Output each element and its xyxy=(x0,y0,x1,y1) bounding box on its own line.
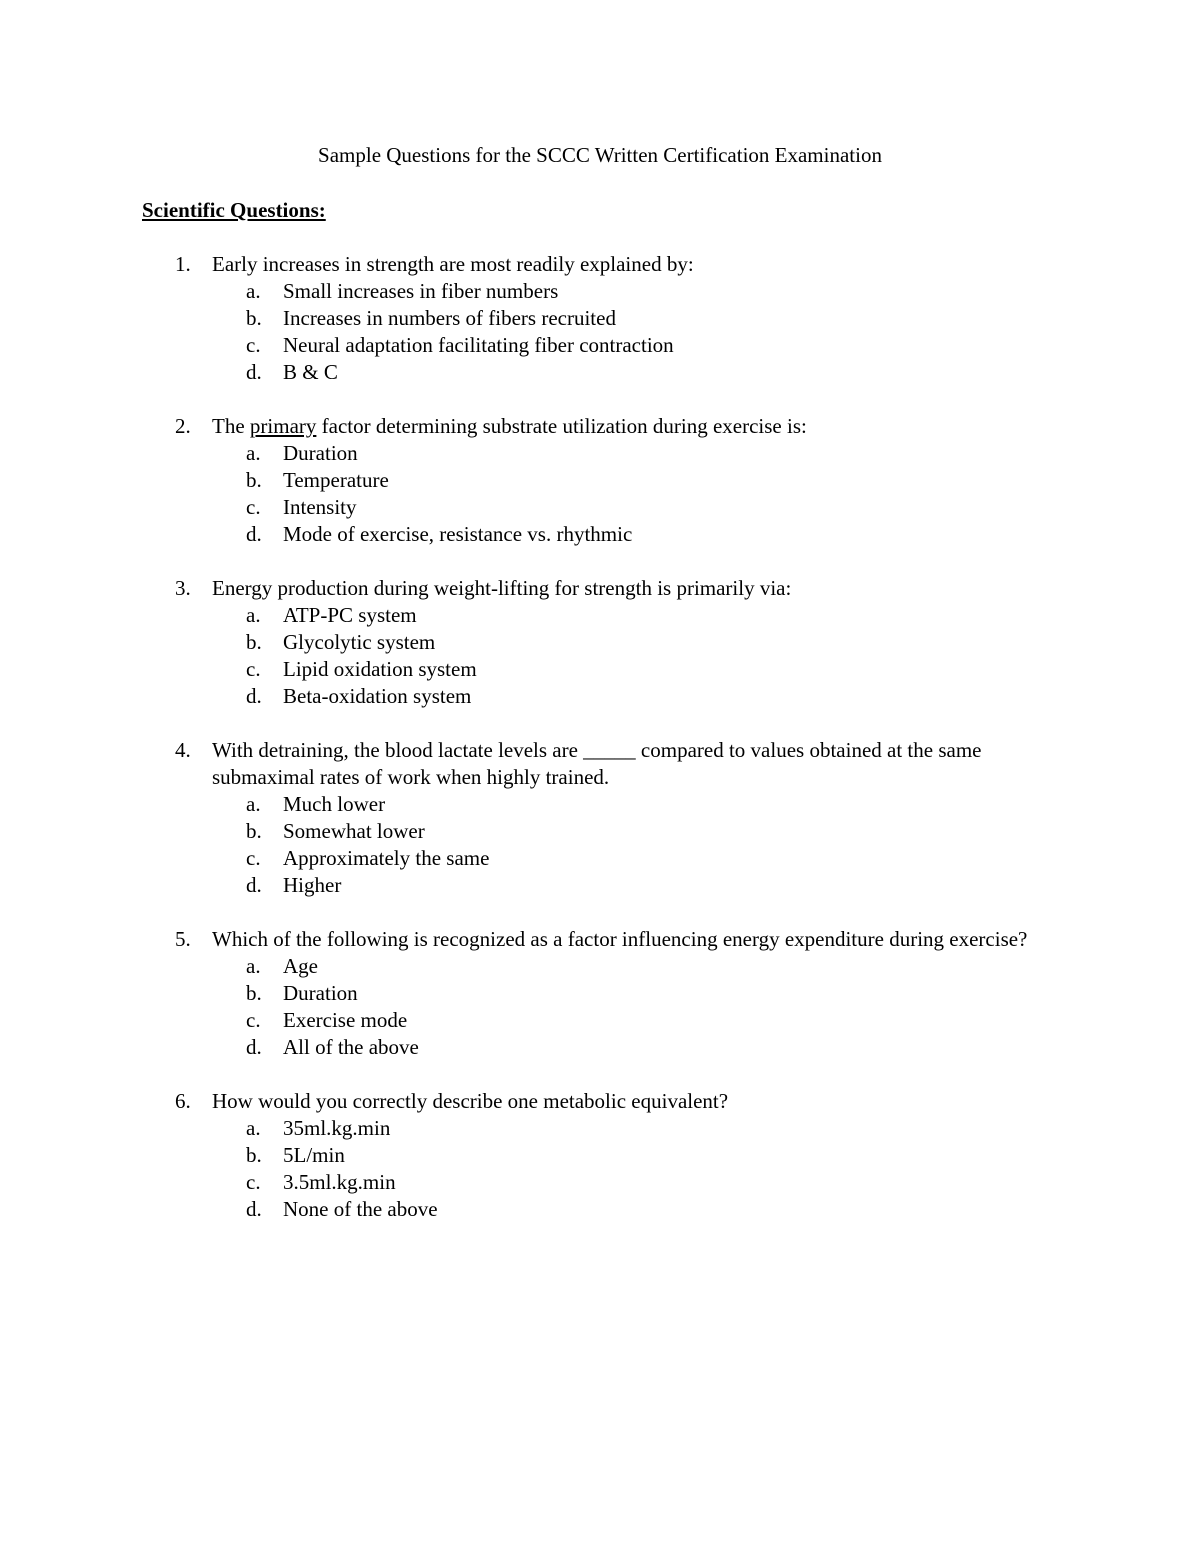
question-number: 6. xyxy=(175,1089,191,1113)
answer-option xyxy=(0,440,1200,467)
question-3 xyxy=(0,575,1200,710)
option-text: Exercise mode xyxy=(283,1008,408,1032)
option-text: 35ml.kg.min xyxy=(283,1116,391,1140)
answer-option xyxy=(0,629,1200,656)
option-letter: a. xyxy=(246,954,261,978)
question-5 xyxy=(0,926,1200,1061)
option-letter: b. xyxy=(246,468,262,492)
option-letter: c. xyxy=(246,657,261,681)
question-text: With detraining, the blood lactate levels are _____ compared to values obtained at the same submaximal rates of work when highly trained. xyxy=(212,738,982,789)
answer-option xyxy=(0,1034,1200,1061)
option-text: Small increases in fiber numbers xyxy=(283,279,559,303)
answer-option xyxy=(0,278,1200,305)
option-letter: c. xyxy=(246,846,261,870)
question-stem xyxy=(0,926,1042,953)
question-number: 2. xyxy=(175,414,191,438)
question-emphasis: primary xyxy=(249,414,317,438)
question-number: 1. xyxy=(175,252,191,276)
question-stem xyxy=(0,1088,1042,1115)
question-number: 5. xyxy=(175,927,191,951)
answer-option xyxy=(0,953,1200,980)
question-text: How would you correctly describe one metabolic equivalent? xyxy=(212,1089,729,1113)
answer-option xyxy=(0,467,1200,494)
option-letter: d. xyxy=(246,360,262,384)
answer-option xyxy=(0,602,1200,629)
question-number: 3. xyxy=(175,576,191,600)
option-letter: d. xyxy=(246,684,262,708)
question-stem xyxy=(0,737,1042,791)
option-letter: c. xyxy=(246,495,261,519)
answer-option xyxy=(0,1196,1200,1223)
option-text: Lipid oxidation system xyxy=(283,657,477,681)
option-text: Increases in numbers of fibers recruited xyxy=(283,306,616,330)
option-letter: d. xyxy=(246,873,262,897)
question-text-after: factor determining substrate utilization during exercise is: xyxy=(316,414,807,438)
answer-option xyxy=(0,1142,1200,1169)
question-1 xyxy=(0,251,1200,386)
option-letter: a. xyxy=(246,441,261,465)
option-text: 3.5ml.kg.min xyxy=(283,1170,396,1194)
option-text: Mode of exercise, resistance vs. rhythmic xyxy=(283,522,633,546)
option-letter: a. xyxy=(246,1116,261,1140)
answer-option xyxy=(0,1007,1200,1034)
section-heading: Scientific Questions: xyxy=(142,198,326,222)
option-text: Age xyxy=(283,954,318,978)
option-text: Glycolytic system xyxy=(283,630,436,654)
option-letter: d. xyxy=(246,522,262,546)
option-letter: b. xyxy=(246,306,262,330)
option-letter: a. xyxy=(246,603,261,627)
answer-option xyxy=(0,332,1200,359)
option-text: Temperature xyxy=(283,468,389,492)
option-letter: a. xyxy=(246,279,261,303)
option-text: Higher xyxy=(283,873,342,897)
answer-option xyxy=(0,1169,1200,1196)
option-text: Much lower xyxy=(283,792,386,816)
option-text: Duration xyxy=(283,981,358,1005)
question-stem xyxy=(0,413,1042,440)
option-letter: b. xyxy=(246,630,262,654)
option-letter: c. xyxy=(246,1170,261,1194)
option-letter: d. xyxy=(246,1197,262,1221)
option-letter: a. xyxy=(246,792,261,816)
question-number: 4. xyxy=(175,738,191,762)
answer-option xyxy=(0,818,1200,845)
answer-option xyxy=(0,872,1200,899)
question-text: Early increases in strength are most readily explained by: xyxy=(212,252,694,276)
answer-option xyxy=(0,359,1200,386)
option-text: All of the above xyxy=(283,1035,419,1059)
option-text: Somewhat lower xyxy=(283,819,425,843)
option-text: Neural adaptation facilitating fiber contraction xyxy=(283,333,674,357)
option-letter: b. xyxy=(246,819,262,843)
question-6 xyxy=(0,1088,1200,1223)
question-4 xyxy=(0,737,1200,899)
option-text: Intensity xyxy=(283,495,357,519)
answer-option xyxy=(0,1115,1200,1142)
question-text-before: The xyxy=(212,414,250,438)
question-stem xyxy=(0,251,1042,278)
answer-option xyxy=(0,683,1200,710)
option-text: B & C xyxy=(283,360,338,384)
option-letter: c. xyxy=(246,1008,261,1032)
option-letter: b. xyxy=(246,981,262,1005)
page-title: Sample Questions for the SCCC Written Certification Examination xyxy=(318,143,882,167)
question-2 xyxy=(0,413,1200,548)
answer-option xyxy=(0,494,1200,521)
option-text: 5L/min xyxy=(283,1143,345,1167)
option-letter: c. xyxy=(246,333,261,357)
answer-option xyxy=(0,980,1200,1007)
option-letter: b. xyxy=(246,1143,262,1167)
answer-option xyxy=(0,791,1200,818)
answer-option xyxy=(0,845,1200,872)
answer-option xyxy=(0,521,1200,548)
option-text: None of the above xyxy=(283,1197,438,1221)
option-letter: d. xyxy=(246,1035,262,1059)
answer-option xyxy=(0,656,1200,683)
option-text: Approximately the same xyxy=(283,846,490,870)
option-text: Duration xyxy=(283,441,358,465)
option-text: ATP-PC system xyxy=(283,603,417,627)
question-list xyxy=(0,251,1200,1250)
answer-option xyxy=(0,305,1200,332)
question-text: Which of the following is recognized as a factor influencing energy expenditure during exercise? xyxy=(212,927,1028,951)
question-text: Energy production during weight-lifting for strength is primarily via: xyxy=(212,576,792,600)
question-stem xyxy=(0,575,1042,602)
option-text: Beta-oxidation system xyxy=(283,684,472,708)
